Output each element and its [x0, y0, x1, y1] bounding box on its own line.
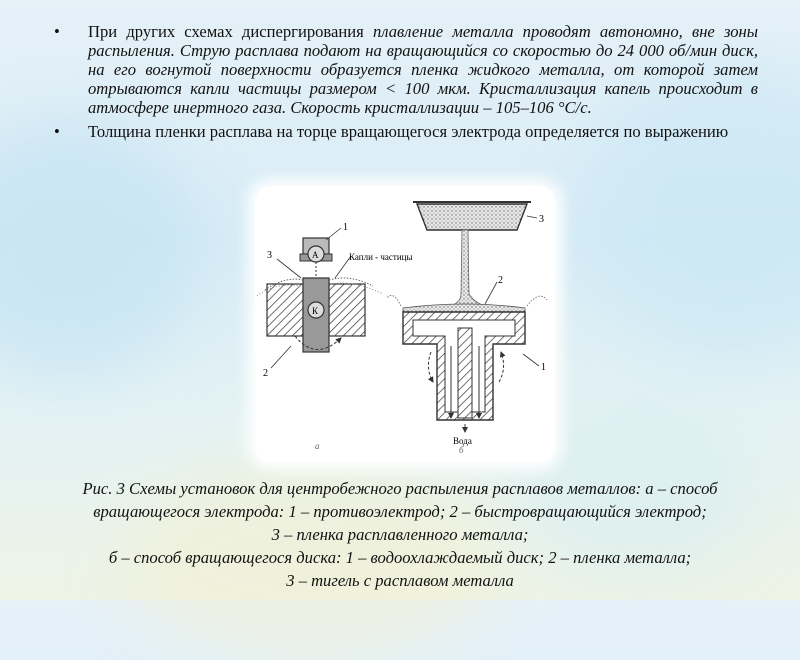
leader-line [485, 282, 497, 304]
label-b-1: 1 [541, 362, 546, 373]
leader-line [271, 346, 291, 368]
droplet-trail [387, 295, 401, 306]
crucible [417, 204, 527, 230]
schematic-drawing [255, 186, 555, 463]
water-label: Вода [453, 436, 472, 446]
leader-line [527, 216, 537, 218]
droplet-trail [527, 296, 547, 306]
panel-b-label: б [459, 445, 464, 455]
bullet-marker: • [54, 22, 60, 41]
bullet-list [54, 22, 758, 146]
caption-line: б – способ вращающегося диска: 1 – водоохлаждаемый диск; 2 – пленка металла; [108, 548, 692, 567]
label-a-2: 2 [263, 368, 268, 379]
figure-schematic [255, 186, 555, 463]
background-blob [0, 120, 200, 380]
bullet-text-plain: При других схемах диспергирования [88, 22, 373, 41]
caption-line: 3 – пленка расплавленного металла; [271, 525, 529, 544]
melt-stream [445, 230, 491, 308]
figure-caption [10, 477, 790, 592]
panel-a-label: а [315, 441, 320, 451]
panel-a-drawing [257, 222, 413, 451]
electrode-housing-left [267, 284, 303, 336]
caption-line: Рис. 3 Схемы установок для центробежного распыления расплавов металлов: а – способ [82, 479, 718, 498]
rotation-arrow [499, 352, 504, 382]
cathode-label: К [312, 306, 319, 316]
label-b-2: 2 [498, 275, 503, 286]
bullet-text-plain: Толщина пленки расплава на торце вращающегося электрода определяется по выражению [88, 122, 729, 141]
droplets-label: Капли - частицы [349, 252, 413, 262]
leader-line [277, 259, 301, 278]
label-a-3: 3 [267, 250, 272, 261]
water-inlet-tube [458, 328, 472, 418]
bullet-text-italic: плавление металла проводят автономно, вне зоны распыления. Струю расплава подают на вращающийся со скоростью до 24 000 об/мин диск, на его вогнутой поверхности образуется пленка жидкого металла, от которой затем отрываются капли частицы размером < 100 мкм. Кристаллизация капель происходит в атмосфере инертного газа. Скорость кристаллизации – 105–106 °С/с. [88, 22, 758, 117]
bullet-marker: • [54, 122, 60, 141]
rotation-arrow [428, 352, 433, 382]
anode-label: А [312, 250, 319, 260]
bullet-item [54, 22, 758, 117]
leader-line [523, 354, 539, 366]
panel-b-drawing [387, 202, 547, 455]
electrode-housing-right [329, 284, 365, 336]
label-a-1: 1 [343, 222, 348, 233]
leader-line [326, 228, 341, 240]
bullet-item [54, 122, 758, 141]
caption-line: вращающегося электрода: 1 – противоэлектрод; 2 – быстровращающийся электрод; [93, 502, 707, 521]
caption-line: 3 – тигель с расплавом металла [286, 571, 514, 590]
metal-film [403, 304, 525, 312]
label-b-3: 3 [539, 214, 544, 225]
